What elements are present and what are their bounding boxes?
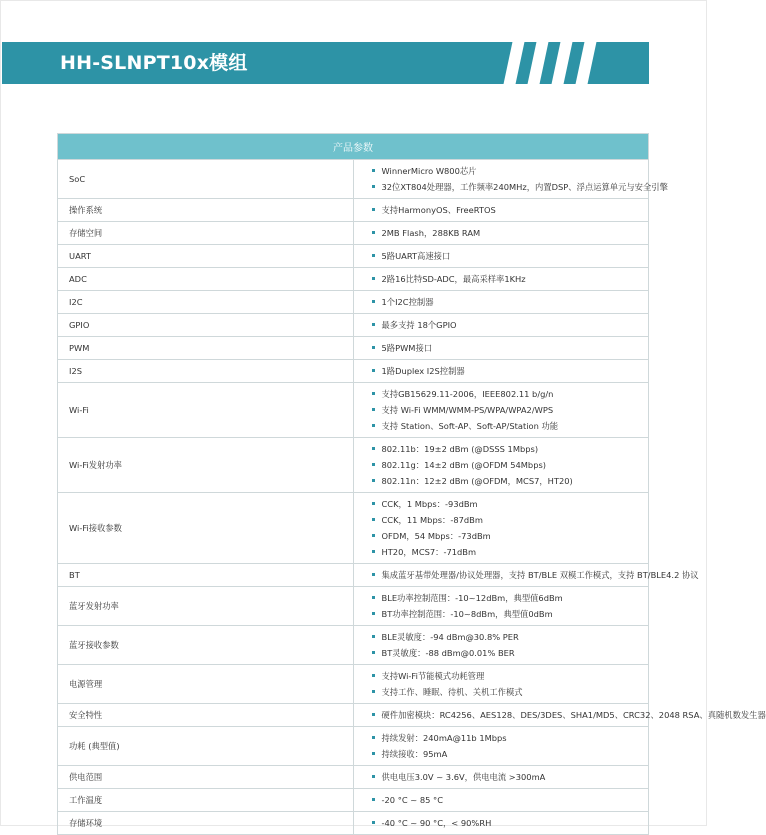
banner-stripe	[576, 42, 597, 84]
value-text: HT20，MCS7：-71dBm	[381, 547, 477, 557]
table-row	[58, 314, 649, 337]
table-row	[58, 626, 649, 665]
value-line	[372, 567, 699, 583]
row-values	[353, 383, 649, 438]
value-line	[372, 668, 649, 684]
value-text: 2MB Flash，288KB RAM	[381, 228, 481, 238]
value-text: WinnerMicro W800芯片	[381, 166, 477, 176]
value-line	[372, 684, 649, 700]
row-values	[353, 337, 649, 360]
value-text: 持续发射：240mA@11b 1Mbps	[381, 733, 507, 743]
value-line	[372, 496, 649, 512]
bullet-icon	[372, 424, 375, 427]
row-values	[353, 222, 649, 245]
value-line	[372, 457, 649, 473]
value-text: BLE灵敏度：-94 dBm@30.8% PER	[381, 632, 519, 642]
value-line	[372, 707, 766, 723]
row-label: 功耗 (典型值)	[58, 727, 354, 766]
table-row	[58, 789, 649, 812]
bullet-icon	[372, 736, 375, 739]
value-text: 5路UART高速接口	[381, 251, 451, 261]
value-line	[372, 402, 649, 418]
value-line	[372, 792, 649, 808]
value-text: 支持GB15629.11-2006，IEEE802.11 b/g/n	[381, 389, 554, 399]
row-label: 电源管理	[58, 665, 354, 704]
value-text: CCK，1 Mbps：-93dBm	[381, 499, 478, 509]
value-line	[372, 202, 649, 218]
bullet-icon	[372, 323, 375, 326]
table-row	[58, 160, 649, 199]
row-values	[353, 268, 649, 291]
value-text: 支持 Wi-Fi WMM/WMM-PS/WPA/WPA2/WPS	[381, 405, 554, 415]
row-values	[353, 360, 649, 383]
value-text: 最多支持 18个GPIO	[381, 320, 457, 330]
row-label: 存储环境	[58, 812, 354, 835]
row-values	[353, 291, 649, 314]
value-line	[372, 271, 649, 287]
table-row	[58, 438, 649, 493]
table-row	[58, 291, 649, 314]
row-label: I2S	[58, 360, 354, 383]
table-row	[58, 812, 649, 835]
value-text: 2路16比特SD-ADC，最高采样率1KHz	[381, 274, 526, 284]
value-line	[372, 645, 649, 661]
row-label: BT	[58, 564, 354, 587]
bullet-icon	[372, 674, 375, 677]
row-label: PWM	[58, 337, 354, 360]
row-values	[353, 245, 649, 268]
page-title: HH-SLNPT10x模组	[60, 52, 248, 74]
value-line	[372, 606, 649, 622]
bullet-icon	[372, 713, 375, 716]
row-values	[353, 493, 649, 564]
value-text: 支持 Station、Soft-AP、Soft-AP/Station 功能	[381, 421, 559, 431]
table-row	[58, 222, 649, 245]
table-row	[58, 704, 649, 727]
value-text: 1个I2C控制器	[381, 297, 434, 307]
bullet-icon	[372, 651, 375, 654]
row-values	[353, 438, 649, 493]
row-label: UART	[58, 245, 354, 268]
table-row	[58, 268, 649, 291]
row-values	[353, 766, 649, 789]
row-label: 工作温度	[58, 789, 354, 812]
row-label: Wi-Fi发射功率	[58, 438, 354, 493]
value-line	[372, 769, 649, 785]
value-text: 32位XT804处理器，工作频率240MHz，内置DSP、浮点运算单元与安全引擎	[381, 182, 668, 192]
bullet-icon	[372, 798, 375, 801]
table-row	[58, 360, 649, 383]
value-line	[372, 294, 649, 310]
value-text: 802.11b：19±2 dBm (@DSSS 1Mbps)	[381, 444, 539, 454]
value-text: 5路PWM接口	[381, 343, 433, 353]
row-label: Wi-Fi接收参数	[58, 493, 354, 564]
table-row	[58, 199, 649, 222]
row-values	[353, 704, 766, 727]
value-line	[372, 730, 649, 746]
bullet-icon	[372, 821, 375, 824]
row-label: 存储空间	[58, 222, 354, 245]
value-line	[372, 179, 668, 195]
row-values	[353, 626, 649, 665]
value-text: 支持HarmonyOS、FreeRTOS	[381, 205, 496, 215]
value-text: 硬件加密模块：RC4256、AES128、DES/3DES、SHA1/MD5、CRC32、2048 RSA、真随机数发生器	[381, 710, 766, 720]
row-label: SoC	[58, 160, 354, 199]
bullet-icon	[372, 463, 375, 466]
table-row	[58, 337, 649, 360]
bullet-icon	[372, 596, 375, 599]
row-label: 操作系统	[58, 199, 354, 222]
value-text: CCK，11 Mbps：-87dBm	[381, 515, 483, 525]
value-text: -20 °C ~ 85 °C	[381, 795, 443, 805]
row-values	[353, 160, 668, 199]
row-values	[353, 789, 649, 812]
row-label: ADC	[58, 268, 354, 291]
row-values	[353, 314, 649, 337]
value-text: BLE功率控制范围：-10~12dBm，典型值6dBm	[381, 593, 563, 603]
table-row	[58, 493, 649, 564]
row-values	[353, 812, 649, 835]
value-line	[372, 544, 649, 560]
title-banner	[2, 42, 649, 84]
banner-stripe	[504, 42, 525, 84]
table-row	[58, 564, 649, 587]
value-line	[372, 386, 649, 402]
value-text: 支持Wi-Fi节能模式功耗管理	[381, 671, 485, 681]
row-values	[353, 587, 649, 626]
value-text: 集成蓝牙基带处理器/协议处理器，支持 BT/BLE 双模工作模式，支持 BT/BLE4.2 协议	[381, 570, 699, 580]
row-label: 蓝牙发射功率	[58, 587, 354, 626]
value-text: BT功率控制范围：-10~8dBm，典型值0dBm	[381, 609, 553, 619]
row-label: Wi-Fi	[58, 383, 354, 438]
table-row	[58, 245, 649, 268]
bullet-icon	[372, 169, 375, 172]
value-line	[372, 473, 649, 489]
bullet-icon	[372, 534, 375, 537]
table-row	[58, 665, 649, 704]
row-values	[353, 665, 649, 704]
row-label: 供电范围	[58, 766, 354, 789]
bullet-icon	[372, 277, 375, 280]
row-values	[353, 727, 649, 766]
bullet-icon	[372, 752, 375, 755]
spec-table	[57, 133, 766, 835]
value-line	[372, 248, 649, 264]
bullet-icon	[372, 550, 375, 553]
value-text: 802.11g：14±2 dBm (@OFDM 54Mbps)	[381, 460, 547, 470]
bullet-icon	[372, 185, 375, 188]
value-line	[372, 815, 649, 831]
row-label: 安全特性	[58, 704, 354, 727]
bullet-icon	[372, 573, 375, 576]
value-text: BT灵敏度：-88 dBm@0.01% BER	[381, 648, 515, 658]
table-row	[58, 383, 649, 438]
banner-stripe	[552, 42, 573, 84]
value-text: OFDM，54 Mbps：-73dBm	[381, 531, 491, 541]
value-line	[372, 528, 649, 544]
bullet-icon	[372, 408, 375, 411]
bullet-icon	[372, 775, 375, 778]
row-values	[353, 564, 699, 587]
bullet-icon	[372, 300, 375, 303]
table-row	[58, 766, 649, 789]
value-text: 802.11n：12±2 dBm (@OFDM，MCS7，HT20)	[381, 476, 573, 486]
bullet-icon	[372, 208, 375, 211]
value-line	[372, 317, 649, 333]
bullet-icon	[372, 479, 375, 482]
value-text: 供电电压3.0V ~ 3.6V，供电电流 >300mA	[381, 772, 546, 782]
bullet-icon	[372, 690, 375, 693]
value-line	[372, 225, 649, 241]
bullet-icon	[372, 635, 375, 638]
row-label: 蓝牙接收参数	[58, 626, 354, 665]
table-row	[58, 727, 649, 766]
bullet-icon	[372, 612, 375, 615]
value-text: -40 °C ~ 90 °C，< 90%RH	[381, 818, 492, 828]
table-header: 产品参数	[58, 134, 649, 160]
bullet-icon	[372, 502, 375, 505]
value-line	[372, 629, 649, 645]
value-text: 1路Duplex I2S控制器	[381, 366, 465, 376]
bullet-icon	[372, 254, 375, 257]
bullet-icon	[372, 518, 375, 521]
table-row	[58, 587, 649, 626]
spec-table-body	[58, 160, 766, 835]
value-line	[372, 441, 649, 457]
bullet-icon	[372, 369, 375, 372]
value-line	[372, 163, 649, 179]
row-values	[353, 199, 649, 222]
value-line	[372, 590, 649, 606]
value-line	[372, 512, 649, 528]
row-label: I2C	[58, 291, 354, 314]
bullet-icon	[372, 447, 375, 450]
value-line	[372, 418, 649, 434]
bullet-icon	[372, 346, 375, 349]
row-label: GPIO	[58, 314, 354, 337]
value-text: 持续接收：95mA	[381, 749, 448, 759]
value-line	[372, 340, 649, 356]
bullet-icon	[372, 392, 375, 395]
value-line	[372, 363, 649, 379]
value-line	[372, 746, 649, 762]
bullet-icon	[372, 231, 375, 234]
value-text: 支持工作、睡眠、待机、关机工作模式	[381, 687, 523, 697]
banner-stripe	[528, 42, 549, 84]
